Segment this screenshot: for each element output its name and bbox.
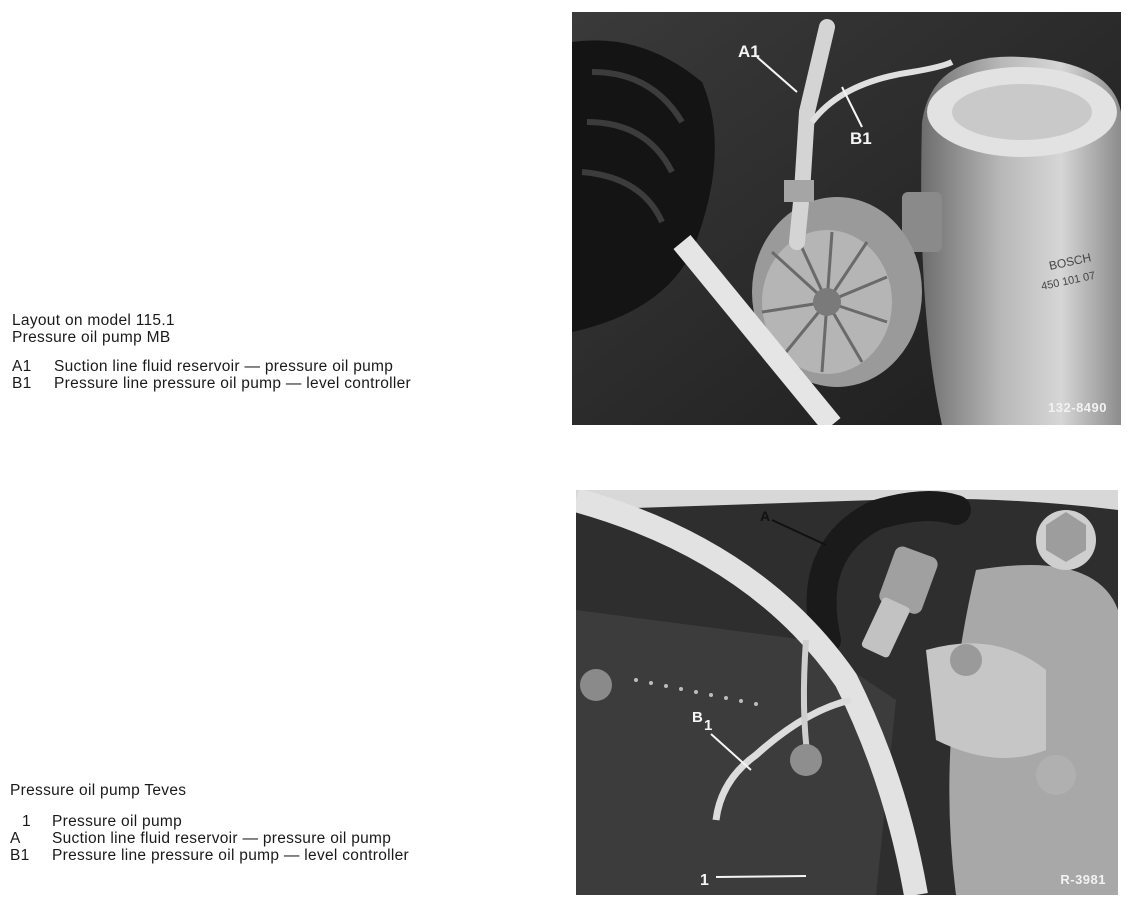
figure2-title: Pressure oil pump Teves xyxy=(10,782,187,799)
figure1-title: Layout on model 115.1 xyxy=(12,312,175,329)
legend-text: Pressure line pressure oil pump — level controller xyxy=(54,375,412,392)
callout-b1: B1 xyxy=(850,129,872,148)
figure2-photo xyxy=(576,490,1118,895)
legend-item xyxy=(12,375,411,392)
legend-key: A1 xyxy=(12,358,32,375)
figure2-caption xyxy=(10,782,409,864)
legend-key: A xyxy=(10,830,21,847)
legend-key: B1 xyxy=(10,847,30,864)
filter-part-number: 450 101 07 xyxy=(1040,269,1097,293)
engine-bay-illustration xyxy=(572,12,1121,425)
figure1-subtitle: Pressure oil pump MB xyxy=(12,329,171,346)
filter-brand-label: BOSCH xyxy=(1047,250,1093,273)
callout-b1-subscript: 1 xyxy=(704,717,713,734)
legend-text: Pressure line pressure oil pump — level controller xyxy=(52,847,410,864)
legend-key: B1 xyxy=(12,375,32,392)
figure2-legend xyxy=(10,813,409,864)
figure1-caption xyxy=(12,312,411,392)
legend-text: Pressure oil pump xyxy=(52,813,183,830)
legend-item xyxy=(12,358,411,375)
legend-key: 1 xyxy=(22,813,31,830)
figure1-legend xyxy=(12,358,411,392)
callout-a1: A1 xyxy=(738,42,760,61)
callout-1: 1 xyxy=(700,872,709,889)
callout-a: A xyxy=(760,508,771,524)
figure1-photo xyxy=(572,12,1121,425)
callout-b1: B xyxy=(692,709,703,726)
callout-leader-1 xyxy=(716,876,806,877)
legend-item xyxy=(10,813,409,830)
legend-text: Suction line fluid reservoir — pressure oil pump xyxy=(52,830,392,847)
legend-item xyxy=(10,830,409,847)
engine-pump-illustration xyxy=(576,490,1118,895)
photo-reference-number: 132-8490 xyxy=(1048,400,1107,415)
photo-reference-number: R-3981 xyxy=(1060,872,1106,887)
legend-text: Suction line fluid reservoir — pressure oil pump xyxy=(54,358,394,375)
legend-item xyxy=(10,847,409,864)
